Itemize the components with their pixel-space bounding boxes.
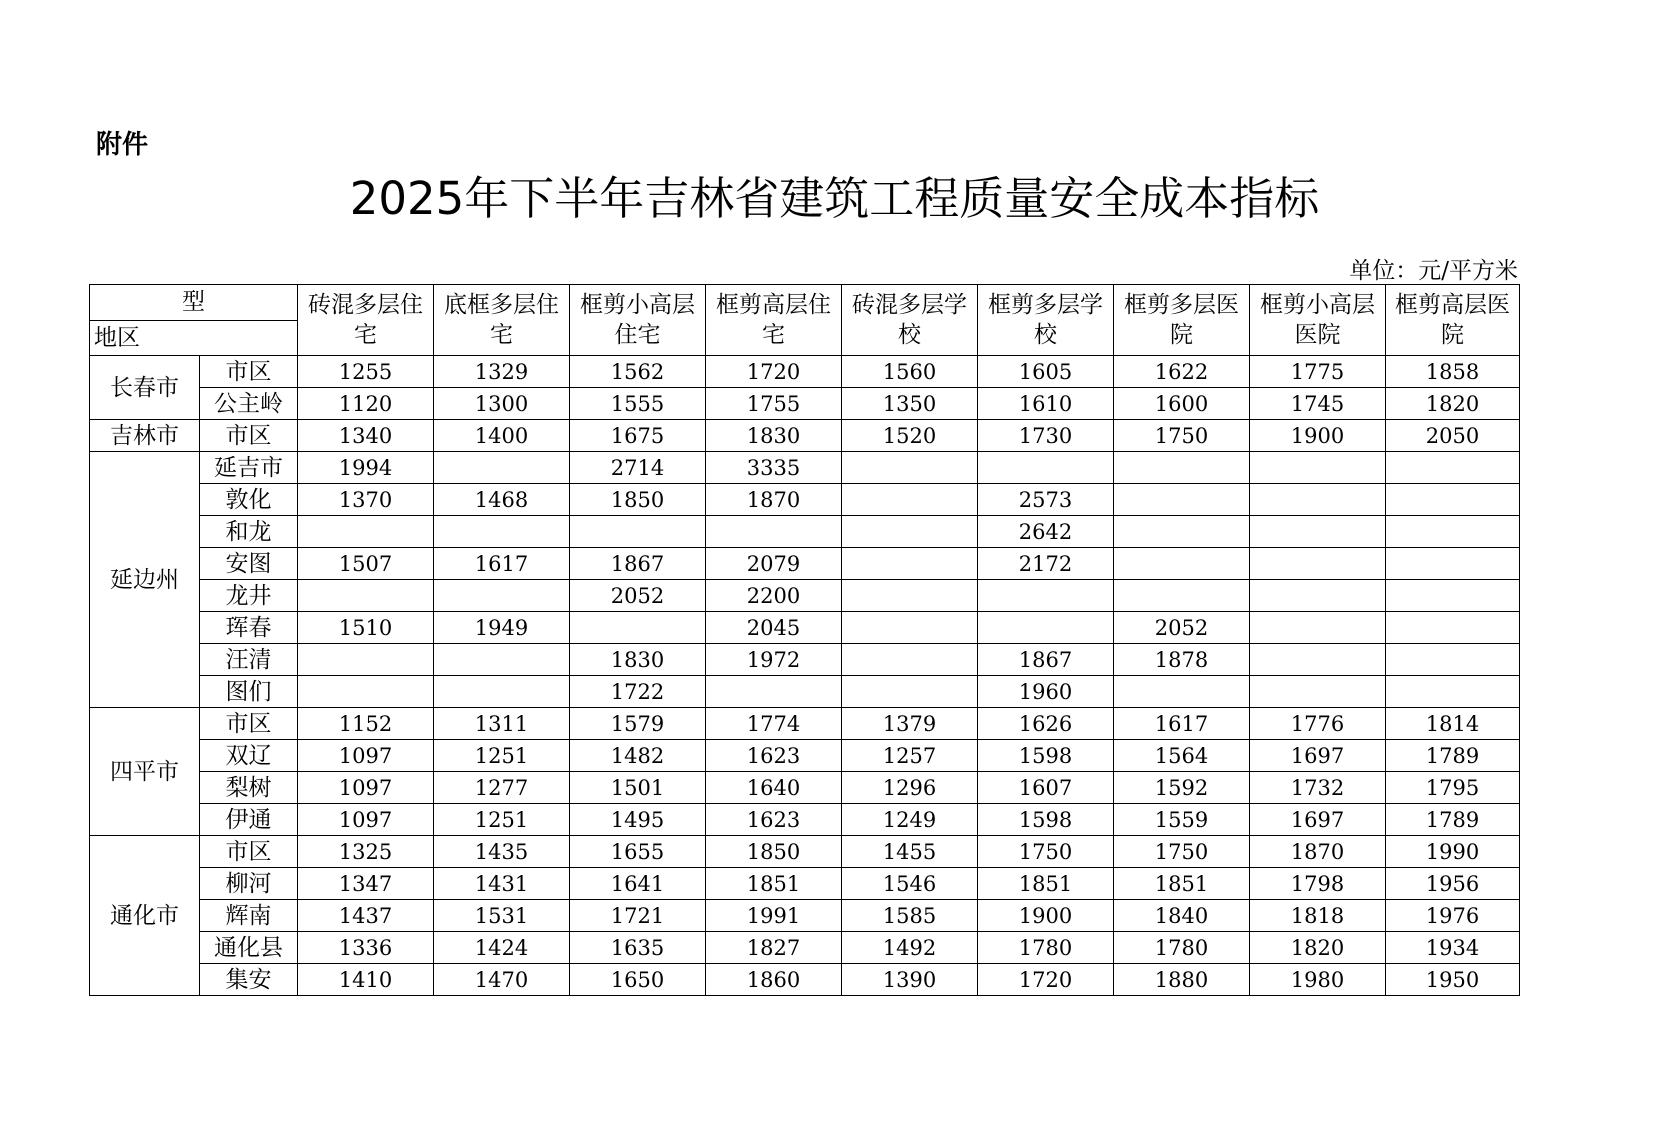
value-cell: 1795	[1386, 772, 1520, 804]
value-cell	[298, 644, 434, 676]
value-cell: 1468	[434, 484, 570, 516]
value-cell: 1622	[1114, 356, 1250, 388]
value-cell: 1745	[1250, 388, 1386, 420]
value-cell: 1495	[570, 804, 706, 836]
value-cell: 1840	[1114, 900, 1250, 932]
table-row	[90, 932, 1520, 964]
value-cell: 1830	[570, 644, 706, 676]
value-cell: 1851	[706, 868, 842, 900]
value-cell	[1250, 452, 1386, 484]
value-cell: 1776	[1250, 708, 1386, 740]
value-cell: 1470	[434, 964, 570, 996]
value-cell: 1750	[1114, 836, 1250, 868]
value-cell: 1507	[298, 548, 434, 580]
subregion-cell: 敦化	[200, 484, 298, 516]
value-cell: 1750	[1114, 420, 1250, 452]
subregion-cell: 市区	[200, 836, 298, 868]
value-cell: 1531	[434, 900, 570, 932]
value-cell: 2200	[706, 580, 842, 612]
value-cell: 2642	[978, 516, 1114, 548]
value-cell	[1386, 676, 1520, 708]
value-cell: 1455	[842, 836, 978, 868]
value-cell: 1697	[1250, 804, 1386, 836]
value-cell: 1949	[434, 612, 570, 644]
value-cell: 1798	[1250, 868, 1386, 900]
table-row	[90, 740, 1520, 772]
table-row	[90, 484, 1520, 516]
value-cell: 1340	[298, 420, 434, 452]
value-cell	[1386, 612, 1520, 644]
region-cell: 长春市	[90, 356, 200, 420]
value-cell	[434, 516, 570, 548]
value-cell: 2573	[978, 484, 1114, 516]
table-row	[90, 516, 1520, 548]
value-cell: 2050	[1386, 420, 1520, 452]
value-cell: 1546	[842, 868, 978, 900]
value-cell	[1250, 516, 1386, 548]
subregion-cell: 辉南	[200, 900, 298, 932]
subregion-cell: 安图	[200, 548, 298, 580]
subregion-cell: 珲春	[200, 612, 298, 644]
subregion-cell: 龙井	[200, 580, 298, 612]
region-label: 地区	[94, 325, 140, 351]
subregion-cell: 市区	[200, 420, 298, 452]
value-cell	[434, 644, 570, 676]
value-cell: 1607	[978, 772, 1114, 804]
subregion-cell: 图们	[200, 676, 298, 708]
subregion-cell: 梨树	[200, 772, 298, 804]
table-row	[90, 388, 1520, 420]
table-row	[90, 356, 1520, 388]
value-cell: 1431	[434, 868, 570, 900]
value-cell: 1867	[570, 548, 706, 580]
value-cell: 1851	[978, 868, 1114, 900]
value-cell	[842, 516, 978, 548]
value-cell	[1250, 548, 1386, 580]
column-header: 砖混多层学校	[842, 285, 978, 356]
value-cell: 1296	[842, 772, 978, 804]
value-cell: 1277	[434, 772, 570, 804]
value-cell	[706, 676, 842, 708]
value-cell: 1789	[1386, 740, 1520, 772]
table-row	[90, 708, 1520, 740]
column-header: 框剪多层医院	[1114, 285, 1250, 356]
value-cell: 1249	[842, 804, 978, 836]
region-cell: 四平市	[90, 708, 200, 836]
value-cell	[570, 612, 706, 644]
value-cell: 1730	[978, 420, 1114, 452]
value-cell: 1850	[570, 484, 706, 516]
value-cell: 1598	[978, 804, 1114, 836]
value-cell: 1592	[1114, 772, 1250, 804]
page-title: 2025年下半年吉林省建筑工程质量安全成本指标	[349, 172, 1320, 225]
value-cell: 1870	[1250, 836, 1386, 868]
value-cell: 1482	[570, 740, 706, 772]
value-cell: 1860	[706, 964, 842, 996]
value-cell: 1097	[298, 804, 434, 836]
value-cell	[1386, 548, 1520, 580]
value-cell: 1818	[1250, 900, 1386, 932]
subregion-cell: 通化县	[200, 932, 298, 964]
subregion-cell: 和龙	[200, 516, 298, 548]
table-row	[90, 420, 1520, 452]
value-cell: 1991	[706, 900, 842, 932]
value-cell: 1720	[978, 964, 1114, 996]
value-cell	[978, 612, 1114, 644]
value-cell	[978, 452, 1114, 484]
value-cell: 1251	[434, 804, 570, 836]
value-cell: 1585	[842, 900, 978, 932]
value-cell	[842, 580, 978, 612]
value-cell: 1934	[1386, 932, 1520, 964]
value-cell	[1250, 612, 1386, 644]
value-cell: 1976	[1386, 900, 1520, 932]
table-row	[90, 804, 1520, 836]
value-cell: 1870	[706, 484, 842, 516]
value-cell: 1410	[298, 964, 434, 996]
value-cell	[434, 452, 570, 484]
value-cell: 1520	[842, 420, 978, 452]
value-cell	[1250, 580, 1386, 612]
table-row	[90, 836, 1520, 868]
value-cell	[1114, 548, 1250, 580]
value-cell: 1789	[1386, 804, 1520, 836]
value-cell	[1386, 452, 1520, 484]
value-cell: 1097	[298, 740, 434, 772]
value-cell: 1980	[1250, 964, 1386, 996]
table-row	[90, 612, 1520, 644]
subregion-cell: 汪清	[200, 644, 298, 676]
value-cell: 1510	[298, 612, 434, 644]
value-cell: 1635	[570, 932, 706, 964]
value-cell: 1617	[1114, 708, 1250, 740]
value-cell: 2045	[706, 612, 842, 644]
value-cell: 1120	[298, 388, 434, 420]
value-cell: 1721	[570, 900, 706, 932]
value-cell: 1559	[1114, 804, 1250, 836]
value-cell: 1325	[298, 836, 434, 868]
value-cell: 1830	[706, 420, 842, 452]
subregion-cell: 集安	[200, 964, 298, 996]
value-cell	[706, 516, 842, 548]
value-cell: 1994	[298, 452, 434, 484]
value-cell: 1780	[978, 932, 1114, 964]
value-cell: 2714	[570, 452, 706, 484]
unit-label: 单位：元/平方米	[1349, 258, 1518, 284]
value-cell: 1655	[570, 836, 706, 868]
value-cell: 1400	[434, 420, 570, 452]
value-cell: 1814	[1386, 708, 1520, 740]
value-cell: 1750	[978, 836, 1114, 868]
value-cell	[842, 644, 978, 676]
value-cell: 1755	[706, 388, 842, 420]
value-cell: 1379	[842, 708, 978, 740]
value-cell: 1820	[1386, 388, 1520, 420]
table-row	[90, 580, 1520, 612]
value-cell: 1900	[1250, 420, 1386, 452]
value-cell	[298, 580, 434, 612]
column-header: 底框多层住宅	[434, 285, 570, 356]
region-cell: 延边州	[90, 452, 200, 708]
value-cell: 3335	[706, 452, 842, 484]
value-cell	[570, 516, 706, 548]
subregion-cell: 柳河	[200, 868, 298, 900]
value-cell: 1152	[298, 708, 434, 740]
value-cell: 1972	[706, 644, 842, 676]
value-cell: 1564	[1114, 740, 1250, 772]
value-cell: 2079	[706, 548, 842, 580]
value-cell: 1640	[706, 772, 842, 804]
value-cell: 1255	[298, 356, 434, 388]
subregion-cell: 双辽	[200, 740, 298, 772]
value-cell: 1435	[434, 836, 570, 868]
value-cell	[1114, 580, 1250, 612]
value-cell: 1424	[434, 932, 570, 964]
value-cell: 1774	[706, 708, 842, 740]
subregion-cell: 延吉市	[200, 452, 298, 484]
value-cell: 1562	[570, 356, 706, 388]
value-cell: 1600	[1114, 388, 1250, 420]
table-row	[90, 548, 1520, 580]
value-cell: 1641	[570, 868, 706, 900]
table-row	[90, 676, 1520, 708]
header-row	[90, 285, 1520, 356]
table-row	[90, 644, 1520, 676]
value-cell: 1780	[1114, 932, 1250, 964]
value-cell: 1623	[706, 740, 842, 772]
subregion-cell: 市区	[200, 708, 298, 740]
value-cell	[1250, 676, 1386, 708]
subregion-cell: 公主岭	[200, 388, 298, 420]
table-body	[90, 285, 1520, 996]
value-cell: 1257	[842, 740, 978, 772]
value-cell: 1598	[978, 740, 1114, 772]
column-header: 框剪高层医院	[1386, 285, 1520, 356]
value-cell: 1858	[1386, 356, 1520, 388]
subregion-cell: 伊通	[200, 804, 298, 836]
value-cell: 1329	[434, 356, 570, 388]
value-cell: 1347	[298, 868, 434, 900]
value-cell: 1820	[1250, 932, 1386, 964]
value-cell: 1300	[434, 388, 570, 420]
value-cell	[434, 580, 570, 612]
value-cell: 2172	[978, 548, 1114, 580]
value-cell: 1880	[1114, 964, 1250, 996]
value-cell	[1250, 644, 1386, 676]
value-cell: 1350	[842, 388, 978, 420]
corner-header-cell	[90, 285, 298, 356]
value-cell: 1697	[1250, 740, 1386, 772]
value-cell: 1097	[298, 772, 434, 804]
value-cell: 1437	[298, 900, 434, 932]
value-cell	[1386, 644, 1520, 676]
value-cell	[842, 676, 978, 708]
value-cell	[842, 484, 978, 516]
value-cell: 1867	[978, 644, 1114, 676]
attachment-label: 附件	[96, 130, 149, 160]
type-label: 型	[90, 285, 297, 321]
value-cell: 1610	[978, 388, 1114, 420]
value-cell: 1827	[706, 932, 842, 964]
value-cell	[842, 612, 978, 644]
value-cell: 1626	[978, 708, 1114, 740]
value-cell: 1370	[298, 484, 434, 516]
value-cell: 1851	[1114, 868, 1250, 900]
value-cell	[1386, 580, 1520, 612]
value-cell: 1650	[570, 964, 706, 996]
value-cell: 1311	[434, 708, 570, 740]
subregion-cell: 市区	[200, 356, 298, 388]
column-header: 框剪小高层医院	[1250, 285, 1386, 356]
value-cell: 1720	[706, 356, 842, 388]
value-cell	[1114, 484, 1250, 516]
value-cell	[1386, 516, 1520, 548]
column-header: 框剪小高层住宅	[570, 285, 706, 356]
value-cell: 1336	[298, 932, 434, 964]
value-cell	[1386, 484, 1520, 516]
value-cell: 1878	[1114, 644, 1250, 676]
value-cell: 1623	[706, 804, 842, 836]
value-cell	[298, 516, 434, 548]
table-row	[90, 964, 1520, 996]
region-cell: 吉林市	[90, 420, 200, 452]
value-cell: 1605	[978, 356, 1114, 388]
value-cell: 2052	[570, 580, 706, 612]
value-cell	[1250, 484, 1386, 516]
value-cell: 1722	[570, 676, 706, 708]
table-row	[90, 868, 1520, 900]
value-cell: 1617	[434, 548, 570, 580]
value-cell	[434, 676, 570, 708]
value-cell: 1775	[1250, 356, 1386, 388]
value-cell: 1850	[706, 836, 842, 868]
value-cell	[842, 548, 978, 580]
value-cell	[1114, 452, 1250, 484]
value-cell: 1900	[978, 900, 1114, 932]
value-cell: 1675	[570, 420, 706, 452]
table-row	[90, 772, 1520, 804]
table-row	[90, 452, 1520, 484]
value-cell	[1114, 676, 1250, 708]
value-cell: 1251	[434, 740, 570, 772]
value-cell: 1990	[1386, 836, 1520, 868]
value-cell: 1560	[842, 356, 978, 388]
value-cell: 1555	[570, 388, 706, 420]
value-cell: 1501	[570, 772, 706, 804]
value-cell: 1956	[1386, 868, 1520, 900]
column-header: 框剪多层学校	[978, 285, 1114, 356]
column-header: 砖混多层住宅	[298, 285, 434, 356]
column-header: 框剪高层住宅	[706, 285, 842, 356]
table-row	[90, 900, 1520, 932]
cost-table	[89, 284, 1520, 996]
value-cell: 2052	[1114, 612, 1250, 644]
region-cell: 通化市	[90, 836, 200, 996]
value-cell: 1960	[978, 676, 1114, 708]
value-cell: 1732	[1250, 772, 1386, 804]
value-cell: 1579	[570, 708, 706, 740]
value-cell	[978, 580, 1114, 612]
value-cell: 1492	[842, 932, 978, 964]
value-cell: 1390	[842, 964, 978, 996]
value-cell	[842, 452, 978, 484]
value-cell	[1114, 516, 1250, 548]
value-cell: 1950	[1386, 964, 1520, 996]
value-cell	[298, 676, 434, 708]
